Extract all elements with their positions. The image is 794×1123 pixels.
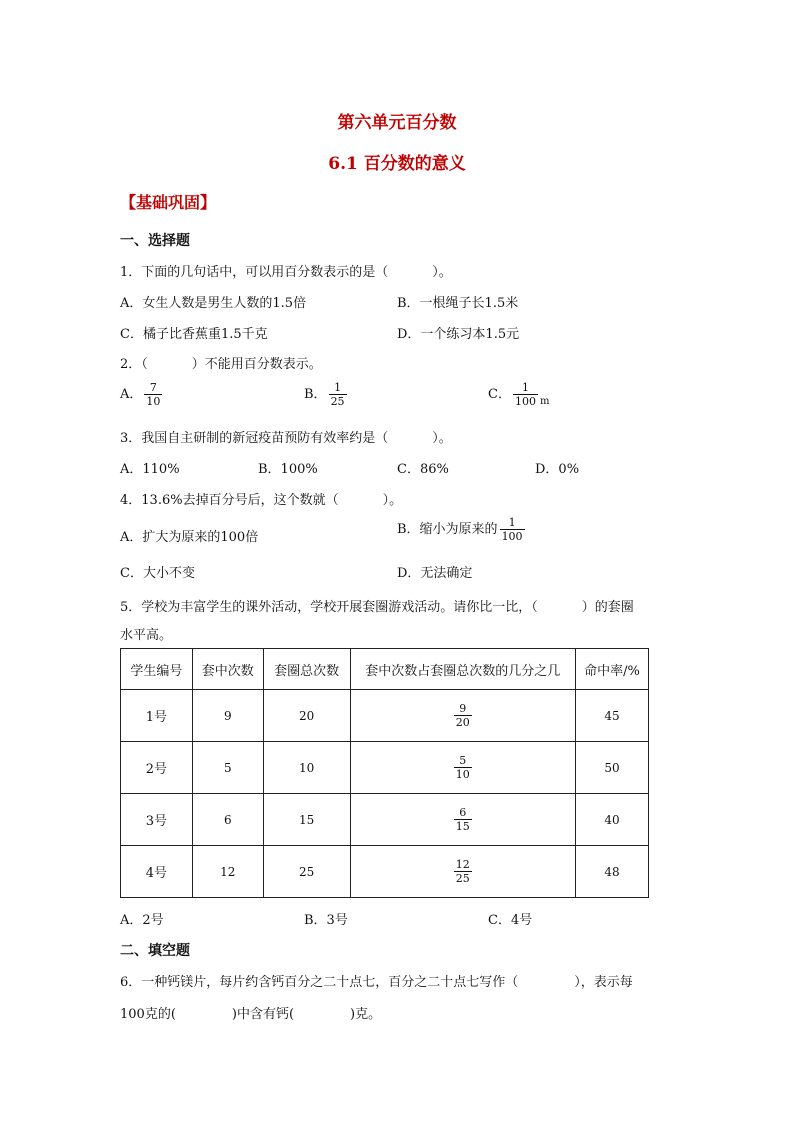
cell-total: 20 [263,690,350,742]
fraction-denominator: 15 [455,820,470,833]
q4-option-b [397,516,527,543]
cell-fraction [350,690,576,742]
fraction [454,702,472,729]
q1-option-b: B．一根绳子长1.5米 [397,296,519,311]
question-6-text: )克。 [350,1007,382,1022]
question-6-text: 100克的( [120,1007,176,1022]
question-1-stem: 1．下面的几句话中，可以用百分数表示的是（ [120,265,389,280]
question-3 [120,427,452,446]
question-1 [120,261,452,280]
question-4-stem: 4．13.6%去掉百分号后，这个数就（ [120,493,339,508]
fraction-numerator: 1 [521,381,529,394]
fraction-numerator: 1 [334,381,342,394]
q4-option-a: A．扩大为原来的100倍 [120,530,259,545]
q3-option-d: D．0% [535,462,580,477]
cell-fraction [350,846,576,898]
header-student-id: 学生编号 [121,649,193,690]
fraction [454,858,472,885]
question-3-stem: 3．我国自主研制的新冠疫苗预防有效率约是（ [120,431,389,446]
question-2-stem-end: ）不能用百分数表示。 [191,357,322,372]
q4-option-d: D．无法确定 [397,566,473,581]
question-5 [120,596,634,615]
fraction-numerator: 6 [459,806,467,819]
q2-option-b [304,381,349,408]
unit-label: m [539,396,550,407]
q5-option-a: A．2号 [120,913,164,928]
question-6 [120,971,633,990]
cell-rate: 50 [576,742,649,794]
question-5-stem-end: ）的套圈 [581,600,634,615]
fill-in-heading: 二、填空题 [120,943,190,959]
question-6-stem: 6．一种钙镁片，每片约含钙百分之二十点七，百分之二十点七写作（ [120,975,519,990]
fraction [513,381,538,408]
cell-rate: 45 [576,690,649,742]
cell-rate: 48 [576,846,649,898]
question-6-text: )中含有钙( [231,1007,295,1022]
fraction [454,754,472,781]
fraction-denominator: 25 [330,395,345,408]
cell-hits: 5 [192,742,263,794]
q2-option-c [488,381,549,408]
cell-fraction [350,794,576,846]
q5-option-b: B．3号 [304,913,348,928]
fraction [454,806,472,833]
question-5-stem: 5．学校为丰富学生的课外活动，学校开展套圈游戏活动。请你比一比，（ [120,600,538,615]
cell-hits: 6 [192,794,263,846]
header-total: 套圈总次数 [263,649,350,690]
table-row [121,690,649,742]
q5-option-c: C．4号 [488,913,533,928]
cell-id: 4号 [121,846,193,898]
cell-total: 25 [263,846,350,898]
option-label: A． [120,387,143,402]
fraction [500,516,525,543]
section-tag: 【基础巩固】 [120,193,217,212]
question-4 [120,489,402,508]
q1-option-a: A．女生人数是男生人数的1.5倍 [120,296,307,311]
question-6-line2 [120,1003,381,1022]
question-6-stem-end: ），表示每 [574,975,633,990]
fraction-numerator: 12 [455,858,470,871]
table-row [121,742,649,794]
cell-hits: 9 [192,690,263,742]
header-rate: 命中率/% [576,649,649,690]
question-5-line2: 水平高。 [120,628,173,643]
fraction-numerator: 9 [459,702,467,715]
unit-title: 第六单元百分数 [337,113,457,133]
q3-option-c: C．86% [397,462,449,477]
fraction-denominator: 20 [455,716,470,729]
fraction-numerator: 5 [459,754,467,767]
fraction-denominator: 100 [501,530,523,543]
header-hits: 套中次数 [192,649,263,690]
ring-toss-table [120,648,649,898]
cell-hits: 12 [192,846,263,898]
fraction-denominator: 10 [455,768,470,781]
fraction [329,381,347,408]
q1-option-d: D．一个练习本1.5元 [397,327,520,342]
question-2-stem: 2．（ [120,357,148,372]
q1-option-c: C．橘子比香蕉重1.5千克 [120,327,268,342]
cell-fraction [350,742,576,794]
option-label: C． [488,387,511,402]
fraction-denominator: 100 [514,395,536,408]
option-text: B．缩小为原来的 [397,522,498,537]
cell-id: 2号 [121,742,193,794]
table-header-row [121,649,649,690]
choice-heading: 一、选择题 [120,233,190,249]
fraction-numerator: 7 [149,381,157,394]
fraction [144,381,162,408]
cell-total: 15 [263,794,350,846]
q3-option-a: A．110% [120,462,180,477]
table-row [121,846,649,898]
fraction-denominator: 25 [455,872,470,885]
cell-id: 1号 [121,690,193,742]
cell-total: 10 [263,742,350,794]
question-3-stem-end: ）。 [432,431,452,446]
cell-rate: 40 [576,794,649,846]
q4-option-c: C．大小不变 [120,566,195,581]
option-label: B． [304,387,327,402]
question-4-stem-end: ）。 [382,493,403,508]
header-fraction: 套中次数占套圈总次数的几分之几 [350,649,576,690]
cell-id: 3号 [121,794,193,846]
q2-option-a [120,381,164,408]
question-1-stem-end: ）。 [432,265,452,280]
fraction-denominator: 10 [146,395,161,408]
lesson-title: 6.1 百分数的意义 [328,154,466,174]
table-row [121,794,649,846]
question-2 [120,353,322,372]
q3-option-b: B．100% [258,462,318,477]
fraction-numerator: 1 [508,516,516,529]
